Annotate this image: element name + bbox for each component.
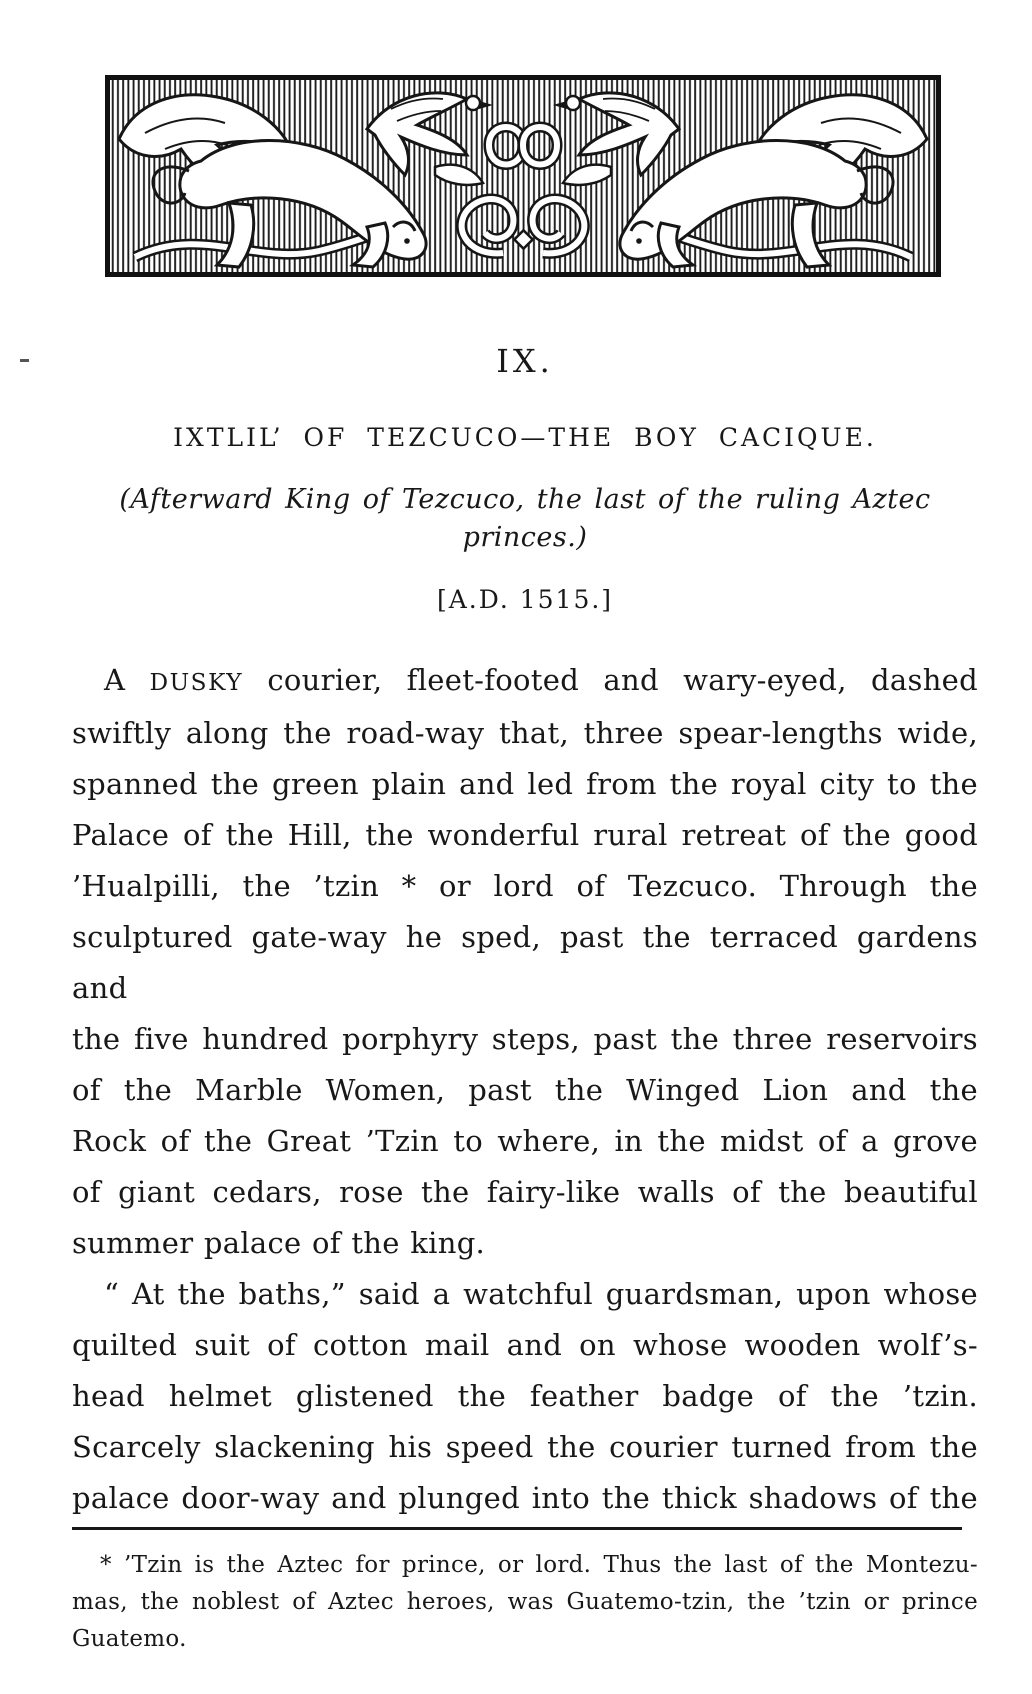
text-line: of giant cedars, rose the fairy-like walls of the beautiful	[72, 1175, 978, 1209]
date-line: [A.D. 1515.]	[436, 585, 614, 614]
text-line	[72, 655, 978, 708]
text-line: ’Hualpilli, the ’tzin * or lord of Tezcuco. Through the	[72, 869, 978, 903]
print-stray-mark	[20, 359, 29, 362]
lead-smallcaps: DUSKY	[149, 669, 244, 696]
text-line: summer palace of the king.	[72, 1226, 486, 1260]
header-ornament-engraving	[105, 75, 941, 277]
paragraph-2	[72, 1269, 978, 1524]
text-line: quilted suit of cotton mail and on whose wooden wolf’s-	[72, 1328, 978, 1362]
paragraph-1	[72, 655, 978, 1269]
text-line: Rock of the Great ’Tzin to where, in the midst of a grove	[72, 1124, 978, 1158]
chapter-subtitle: (Afterward King of Tezcuco, the last of the ruling Aztec princes.)	[119, 484, 931, 553]
text-line: Guatemo.	[72, 1626, 187, 1652]
chapter-number: IX.	[496, 342, 554, 380]
footnote	[72, 1547, 978, 1658]
text-line: sculptured gate-way he sped, past the terraced gardens and	[72, 920, 978, 1005]
text-line: * ’Tzin is the Aztec for prince, or lord. Thus the last of the Montezu-	[100, 1552, 978, 1578]
text-line: head helmet glistened the feather badge of the ’tzin.	[72, 1379, 978, 1413]
text-line: “ At the baths,” said a watchful guardsman, upon whose	[104, 1277, 978, 1311]
text-line: Palace of the Hill, the wonderful rural retreat of the good	[72, 818, 978, 852]
text-line: the five hundred porphyry steps, past the three reservoirs	[72, 1022, 978, 1056]
text-line: swiftly along the road-way that, three spear-lengths wide,	[72, 716, 978, 750]
book-page	[0, 75, 1032, 1694]
text-line: Scarcely slackening his speed the courier turned from the	[72, 1430, 978, 1464]
text-segment: courier, fleet-footed and wary-eyed, dashed	[243, 663, 978, 697]
footnote-rule	[72, 1527, 962, 1530]
text-line: spanned the green plain and led from the royal city to the	[72, 767, 978, 801]
text-line: of the Marble Women, past the Winged Lion and the	[72, 1073, 978, 1107]
body-text	[72, 655, 978, 1524]
chapter-title: IXTLIL’ OF TEZCUCO—THE BOY CACIQUE.	[173, 423, 877, 452]
text-line: mas, the noblest of Aztec heroes, was Guatemo-tzin, the ’tzin or prince	[72, 1589, 978, 1615]
text-line: palace door-way and plunged into the thick shadows of the	[72, 1481, 978, 1515]
page-content	[0, 341, 1032, 1658]
text-segment: A	[104, 663, 150, 697]
